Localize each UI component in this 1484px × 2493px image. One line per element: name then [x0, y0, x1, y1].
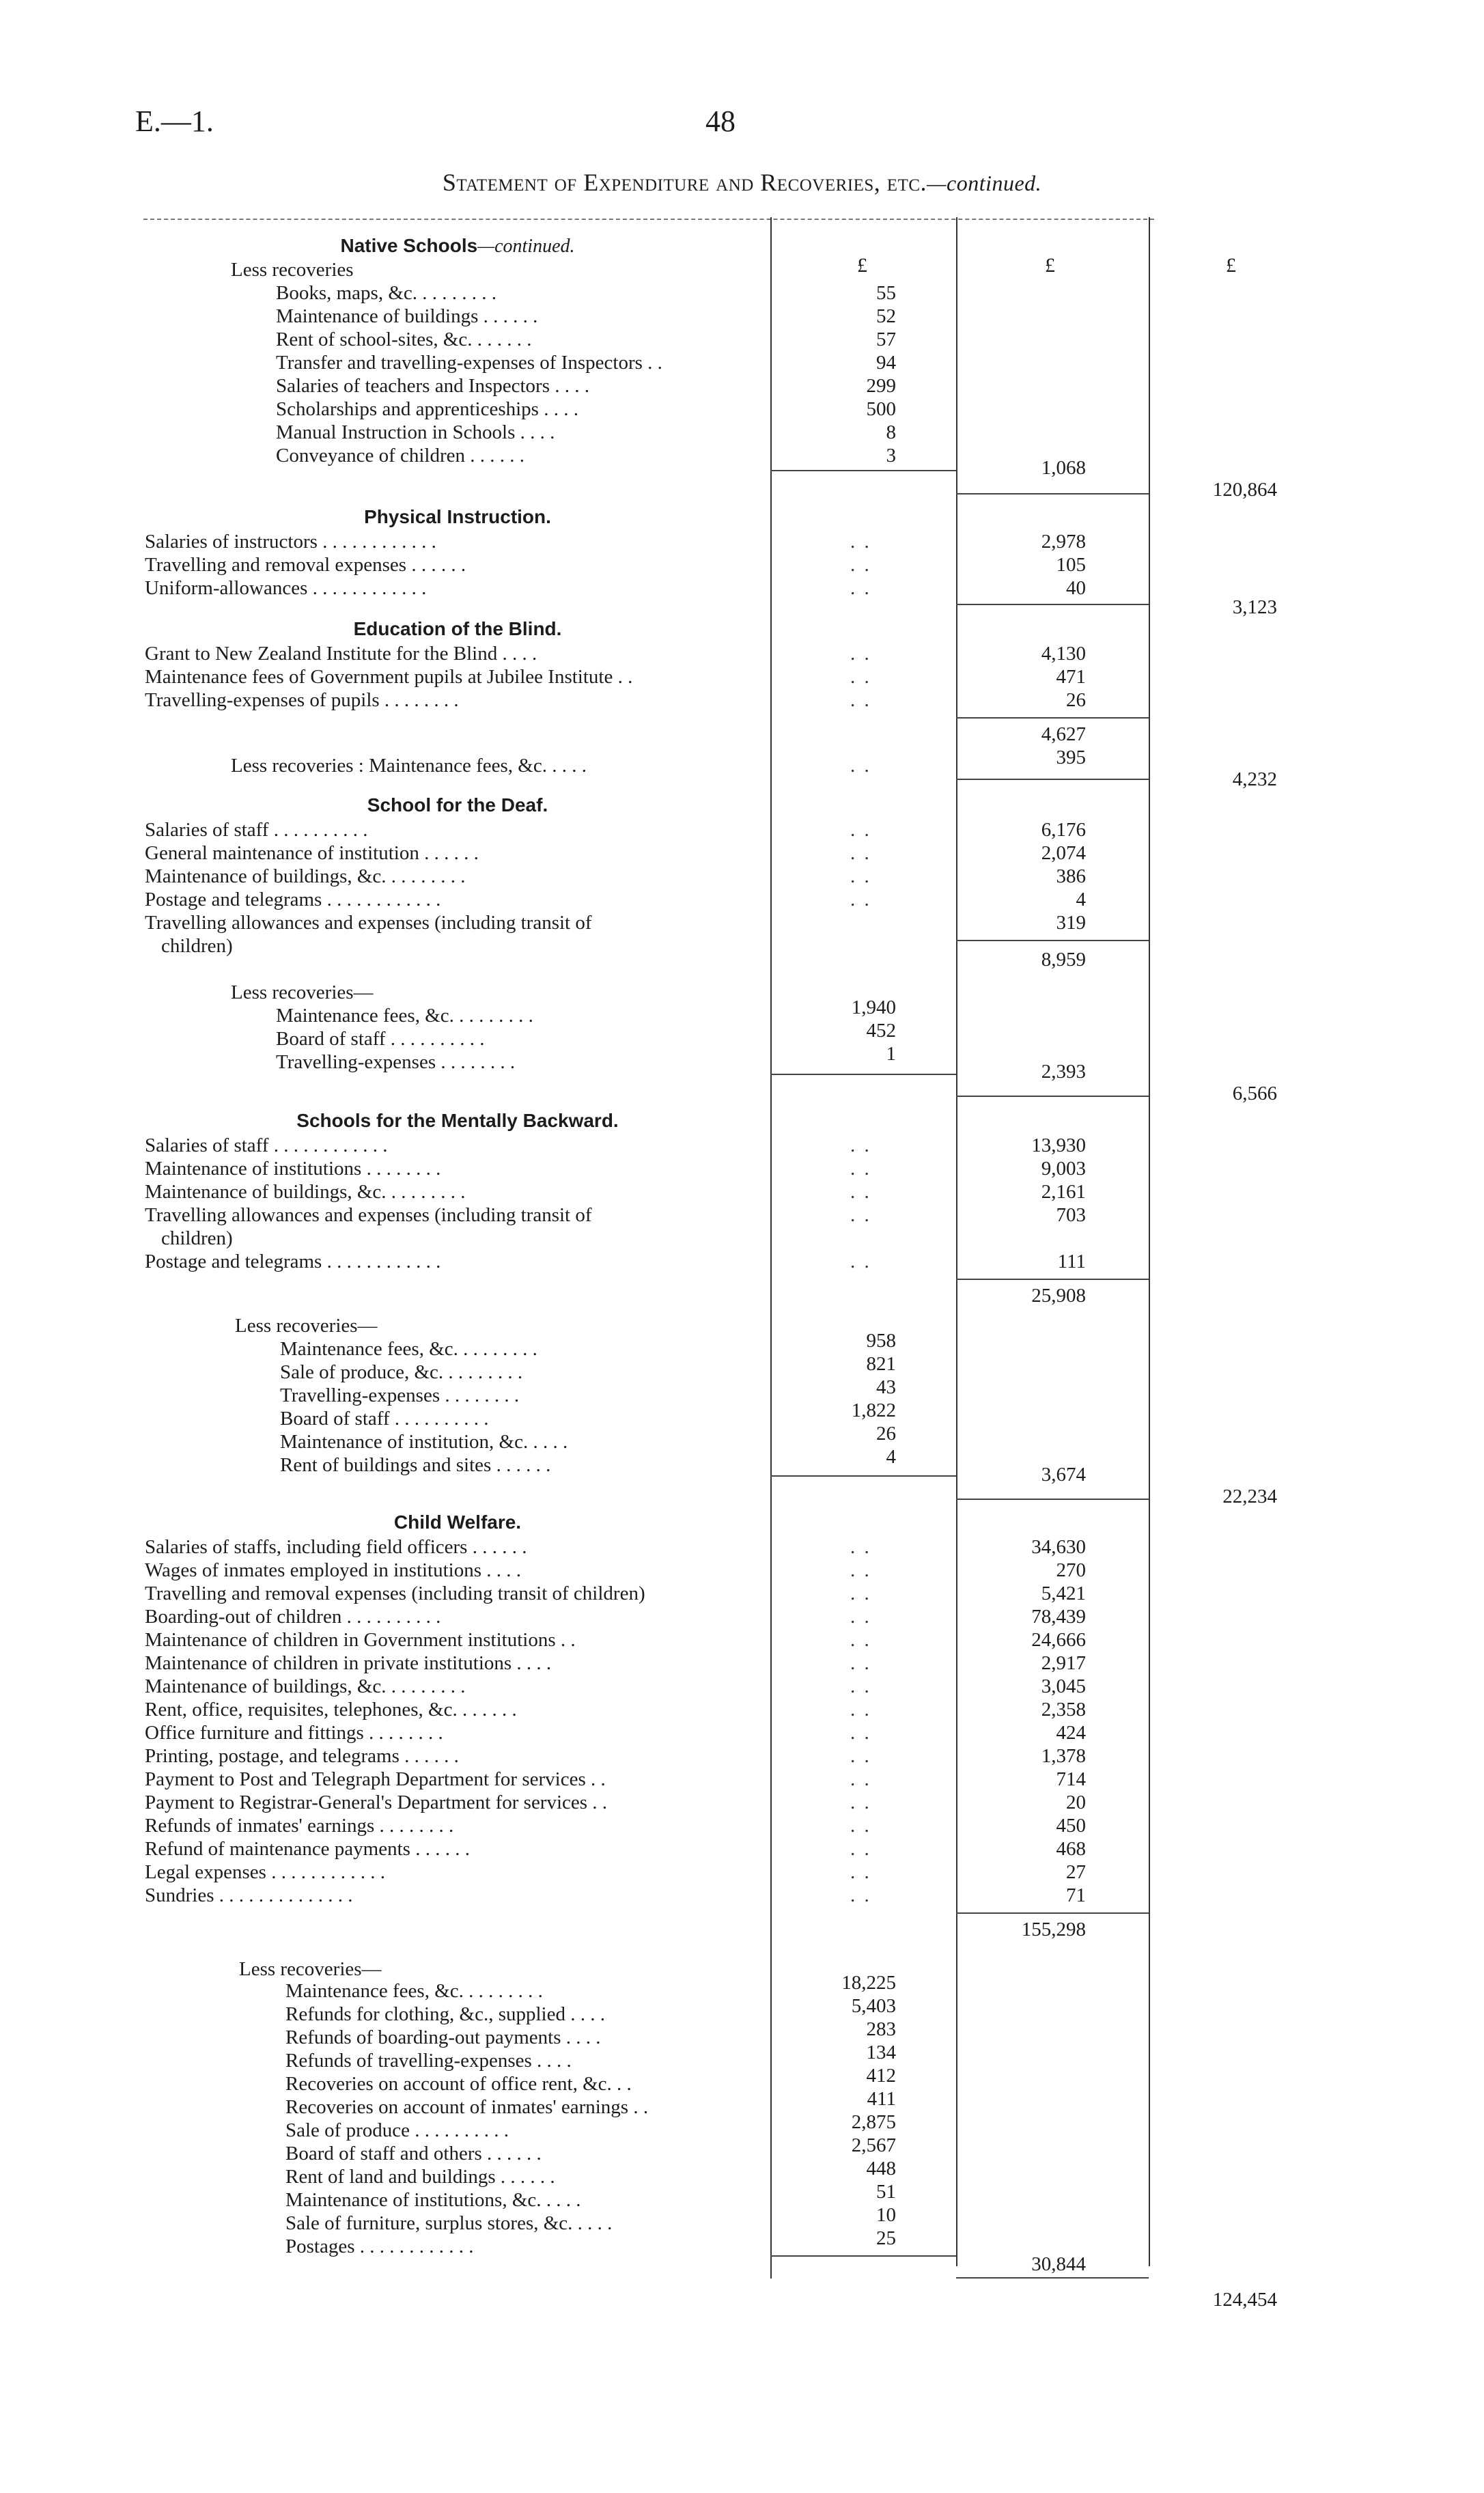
section-net-total: 4,232: [1232, 768, 1277, 790]
gross-total: 4,627: [1041, 723, 1086, 745]
line-label: Wages of inmates employed in institutions . . . .: [145, 1559, 522, 1581]
subtotal-rule: [956, 1499, 1149, 1500]
line-label: Uniform-allowances . . . . . . . . . . . .: [145, 577, 427, 599]
subtotal-rule: [770, 2255, 956, 2257]
line-label: Sale of produce, &c. . . . . . . . .: [280, 1361, 523, 1383]
line-value: 13,930: [1031, 1134, 1086, 1156]
subtotal-rule: [956, 1912, 1149, 1914]
line-label: Rent of buildings and sites . . . . . .: [280, 1454, 551, 1476]
section-net-total: 6,566: [1232, 1083, 1277, 1104]
less-recoveries-label: Less recoveries—: [231, 981, 374, 1003]
subtotal-rule: [770, 470, 956, 471]
less-recoveries-label: Less recoveries: [231, 259, 354, 281]
line-label: Refunds of boarding-out payments . . . .: [285, 2027, 601, 2048]
recoveries-total: 2,393: [1041, 1061, 1086, 1083]
leader-dots: . .: [850, 1181, 871, 1203]
subtotal-rule: [770, 1074, 956, 1075]
line-label: Board of staff and others . . . . . .: [285, 2143, 542, 2164]
leader-dots: . .: [850, 1606, 871, 1628]
line-label: Maintenance fees, &c. . . . . . . . .: [280, 1338, 537, 1360]
line-label: Salaries of staff . . . . . . . . . .: [145, 819, 368, 841]
line-label: Refund of maintenance payments . . . . . .: [145, 1838, 470, 1860]
line-value: 424: [1056, 1722, 1086, 1744]
line-label-continued: children): [161, 1227, 233, 1249]
recoveries-total: 1,068: [1041, 457, 1086, 479]
line-value: 51: [876, 2181, 896, 2203]
line-value: 20: [1066, 1792, 1086, 1813]
subtotal-rule: [956, 717, 1149, 719]
leader-dots: . .: [850, 1884, 871, 1906]
line-label: Recoveries on account of inmates' earnings . .: [285, 2096, 649, 2118]
line-value: 319: [1056, 912, 1086, 934]
leader-dots: . .: [850, 865, 871, 887]
leader-dots: . .: [850, 1815, 871, 1837]
line-value: 2,358: [1041, 1699, 1086, 1721]
leader-dots: . .: [850, 1559, 871, 1581]
gross-total: 155,298: [1021, 1919, 1086, 1940]
line-label: Maintenance of buildings . . . . . .: [276, 305, 538, 327]
line-value: 55: [876, 282, 896, 304]
heading-text: Native Schools: [340, 235, 478, 256]
leader-dots: . .: [850, 1861, 871, 1883]
line-value: 2,567: [851, 2134, 896, 2156]
line-value: 703: [1056, 1204, 1086, 1226]
line-value: 43: [876, 1376, 896, 1398]
less-recoveries-label: Less recoveries—: [235, 1315, 378, 1337]
line-label: Maintenance fees, &c. . . . . . . . .: [276, 1005, 533, 1027]
line-value: 2,074: [1041, 842, 1086, 864]
line-label: Sale of furniture, surplus stores, &c. . . . .: [285, 2212, 613, 2234]
leader-dots: . .: [850, 1629, 871, 1651]
section-heading: School for the Deaf.: [367, 794, 548, 816]
currency-symbol: £: [1226, 254, 1236, 277]
line-value: 1,940: [851, 997, 896, 1018]
line-value: 111: [1057, 1251, 1086, 1272]
line-value: 448: [866, 2158, 896, 2179]
subtotal-rule: [770, 1475, 956, 1477]
line-value: 6,176: [1041, 819, 1086, 841]
subtotal-rule: [956, 2277, 1149, 2279]
page-caption: [0, 168, 1484, 197]
line-label: Maintenance of children in Government institutions . .: [145, 1629, 576, 1651]
column-rule: [1149, 217, 1150, 2266]
line-value: 821: [866, 1353, 896, 1375]
header-rule: [143, 219, 1154, 220]
leader-dots: . .: [850, 1838, 871, 1860]
line-value: 34,630: [1031, 1536, 1086, 1558]
line-label: Rent, office, requisites, telephones, &c. . . . . . .: [145, 1699, 517, 1721]
line-label: Maintenance fees of Government pupils at Jubilee Institute . .: [145, 666, 633, 688]
line-value: 5,421: [1041, 1583, 1086, 1604]
line-value: 94: [876, 352, 896, 374]
line-label: Transfer and travelling-expenses of Inspectors . .: [276, 352, 662, 374]
leader-dots: . .: [850, 819, 871, 841]
gross-total: 8,959: [1041, 949, 1086, 971]
subtotal-rule: [956, 1279, 1149, 1280]
heading-continued: —continued.: [477, 236, 575, 257]
line-label: Refunds of inmates' earnings . . . . . . . .: [145, 1815, 454, 1837]
line-label: Rent of land and buildings . . . . . .: [285, 2166, 555, 2188]
leader-dots: . .: [850, 1204, 871, 1226]
line-label: Maintenance of buildings, &c. . . . . . . . .: [145, 865, 466, 887]
line-label: Printing, postage, and telegrams . . . . . .: [145, 1745, 459, 1767]
line-label: Travelling-expenses . . . . . . . .: [280, 1384, 520, 1406]
section-heading: Child Welfare.: [393, 1512, 522, 1533]
subtotal-rule: [956, 1096, 1149, 1097]
line-label: Maintenance of institutions . . . . . . . .: [145, 1158, 441, 1180]
line-value: 71: [1066, 1884, 1086, 1906]
line-value: 1,378: [1041, 1745, 1086, 1767]
line-label: Travelling-expenses of pupils . . . . . . . .: [145, 689, 459, 711]
line-label: Salaries of instructors . . . . . . . . . . . .: [145, 531, 436, 553]
line-label: Salaries of staffs, including field officers . . . . . .: [145, 1536, 527, 1558]
section-heading: [147, 234, 768, 258]
section-heading: Schools for the Mentally Backward.: [296, 1110, 619, 1131]
leader-dots: . .: [850, 577, 871, 599]
page-number: 48: [705, 105, 736, 138]
section-heading: Education of the Blind.: [353, 618, 562, 639]
column-rule: [770, 217, 772, 2279]
line-label: Salaries of staff . . . . . . . . . . . .: [145, 1134, 388, 1156]
line-label: Travelling allowances and expenses (including transit of: [145, 912, 592, 934]
leader-dots: . .: [850, 842, 871, 864]
line-label: Boarding-out of children . . . . . . . . . .: [145, 1606, 441, 1628]
caption-main: Statement of Expenditure and Recoveries, etc.: [442, 169, 927, 196]
recoveries-total: 30,844: [1031, 2253, 1086, 2275]
leader-dots: . .: [850, 889, 871, 910]
line-value: 4: [886, 1446, 896, 1468]
line-value: 3: [886, 445, 896, 466]
line-label: Maintenance of children in private institutions . . . .: [145, 1652, 552, 1674]
subtotal-rule: [956, 779, 1149, 780]
line-label: Payment to Post and Telegraph Department for services . .: [145, 1768, 606, 1790]
line-value: 299: [866, 375, 896, 397]
line-label: Sundries . . . . . . . . . . . . . .: [145, 1884, 353, 1906]
section-heading: Physical Instruction.: [364, 506, 551, 527]
line-label: Recoveries on account of office rent, &c. . .: [285, 2073, 632, 2095]
leader-dots: . .: [850, 1675, 871, 1697]
line-label: Refunds of travelling-expenses . . . .: [285, 2050, 572, 2072]
line-label: Payment to Registrar-General's Department for services . .: [145, 1792, 608, 1813]
leader-dots: . .: [850, 1652, 871, 1674]
line-value: 52: [876, 305, 896, 327]
line-label: Board of staff . . . . . . . . . .: [280, 1408, 489, 1430]
subtotal-rule: [956, 604, 1149, 605]
line-label: Office furniture and fittings . . . . . . . .: [145, 1722, 443, 1744]
line-label: Travelling and removal expenses (including transit of children): [145, 1583, 645, 1604]
line-label: Travelling-expenses . . . . . . . .: [276, 1051, 516, 1073]
line-value: 8: [886, 421, 896, 443]
leader-dots: . .: [850, 666, 871, 688]
line-value: 40: [1066, 577, 1086, 599]
leader-dots: . .: [850, 1722, 871, 1744]
line-value: 1: [886, 1043, 896, 1065]
leader-dots: . .: [850, 689, 871, 711]
leader-dots: . .: [850, 1583, 871, 1604]
leader-dots: . .: [850, 554, 871, 576]
currency-symbol: £: [857, 254, 867, 277]
leader-dots: . .: [850, 1536, 871, 1558]
section-net-total: 22,234: [1222, 1486, 1277, 1507]
line-value: 18,225: [841, 1972, 896, 1994]
caption-continued: —continued.: [927, 171, 1042, 195]
line-label-continued: children): [161, 935, 233, 957]
section-net-total: 3,123: [1232, 596, 1277, 618]
subtotal-rule: [956, 493, 1149, 495]
line-label: Grant to New Zealand Institute for the Blind . . . .: [145, 643, 537, 665]
line-label: Legal expenses . . . . . . . . . . . .: [145, 1861, 385, 1883]
line-value: 958: [866, 1330, 896, 1352]
leader-dots: . .: [850, 643, 871, 665]
less-recoveries-label: Less recoveries : Maintenance fees, &c. . . . .: [231, 755, 587, 777]
line-value: 57: [876, 329, 896, 350]
line-value: 134: [866, 2042, 896, 2063]
line-label: General maintenance of institution . . . . . .: [145, 842, 479, 864]
report-reference: E.—1.: [135, 105, 214, 138]
leader-dots: . .: [850, 531, 871, 553]
line-value: 714: [1056, 1768, 1086, 1790]
line-value: 4,130: [1041, 643, 1086, 665]
line-label: Refunds for clothing, &c., supplied . . . .: [285, 2003, 605, 2025]
line-label: Maintenance of institution, &c. . . . .: [280, 1431, 568, 1453]
line-label: Rent of school-sites, &c. . . . . . .: [276, 329, 532, 350]
line-value: 24,666: [1031, 1629, 1086, 1651]
line-value: 10: [876, 2204, 896, 2226]
line-value: 27: [1066, 1861, 1086, 1883]
line-label: Manual Instruction in Schools . . . .: [276, 421, 555, 443]
line-value: 2,917: [1041, 1652, 1086, 1674]
line-value: 468: [1056, 1838, 1086, 1860]
leader-dots: . .: [850, 1699, 871, 1721]
line-value: 500: [866, 398, 896, 420]
line-label: Maintenance of institutions, &c. . . . .: [285, 2189, 581, 2211]
line-label: Maintenance fees, &c. . . . . . . . .: [285, 1980, 543, 2002]
line-value: 1,822: [851, 1399, 896, 1421]
line-label: Travelling allowances and expenses (including transit of: [145, 1204, 592, 1226]
less-recoveries-label: Less recoveries—: [239, 1958, 382, 1980]
line-label: Maintenance of buildings, &c. . . . . . . . .: [145, 1181, 466, 1203]
line-value: 3,045: [1041, 1675, 1086, 1697]
line-value: 386: [1056, 865, 1086, 887]
section-net-total: 120,864: [1212, 479, 1277, 501]
line-value: 283: [866, 2018, 896, 2040]
line-value: 450: [1056, 1815, 1086, 1837]
leader-dots: . .: [850, 1158, 871, 1180]
recoveries-total: 395: [1056, 747, 1086, 768]
line-label: Postage and telegrams . . . . . . . . . . . .: [145, 889, 441, 910]
line-value: 471: [1056, 666, 1086, 688]
line-value: 5,403: [851, 1995, 896, 2017]
recoveries-total: 3,674: [1041, 1464, 1086, 1486]
line-label: Postages . . . . . . . . . . . .: [285, 2236, 474, 2257]
line-value: 2,978: [1041, 531, 1086, 553]
line-value: 105: [1056, 554, 1086, 576]
line-value: 270: [1056, 1559, 1086, 1581]
line-label: Board of staff . . . . . . . . . .: [276, 1028, 485, 1050]
leader-dots: . .: [850, 1134, 871, 1156]
line-label: Sale of produce . . . . . . . . . .: [285, 2119, 509, 2141]
gross-total: 25,908: [1031, 1285, 1086, 1307]
leader-dots: . .: [850, 755, 871, 777]
line-value: 9,003: [1041, 1158, 1086, 1180]
line-value: 2,875: [851, 2111, 896, 2133]
section-net-total: 124,454: [1212, 2289, 1277, 2311]
line-value: 26: [876, 1423, 896, 1445]
line-label: Conveyance of children . . . . . .: [276, 445, 525, 466]
leader-dots: . .: [850, 1768, 871, 1790]
leader-dots: . .: [850, 1792, 871, 1813]
line-label: Maintenance of buildings, &c. . . . . . . . .: [145, 1675, 466, 1697]
line-value: 26: [1066, 689, 1086, 711]
line-label: Travelling and removal expenses . . . . . .: [145, 554, 466, 576]
line-label: Books, maps, &c. . . . . . . . .: [276, 282, 497, 304]
line-label: Postage and telegrams . . . . . . . . . . . .: [145, 1251, 441, 1272]
line-value: 78,439: [1031, 1606, 1086, 1628]
leader-dots: . .: [850, 1745, 871, 1767]
line-value: 4: [1076, 889, 1086, 910]
leader-dots: . .: [850, 1251, 871, 1272]
currency-symbol: £: [1045, 254, 1055, 277]
subtotal-rule: [956, 940, 1149, 941]
line-value: 411: [867, 2088, 896, 2110]
line-value: 412: [866, 2065, 896, 2087]
line-label: Scholarships and apprenticeships . . . .: [276, 398, 578, 420]
line-label: Salaries of teachers and Inspectors . . . .: [276, 375, 590, 397]
line-value: 25: [876, 2227, 896, 2249]
line-value: 452: [866, 1020, 896, 1042]
column-rule: [956, 217, 957, 2266]
line-value: 2,161: [1041, 1181, 1086, 1203]
